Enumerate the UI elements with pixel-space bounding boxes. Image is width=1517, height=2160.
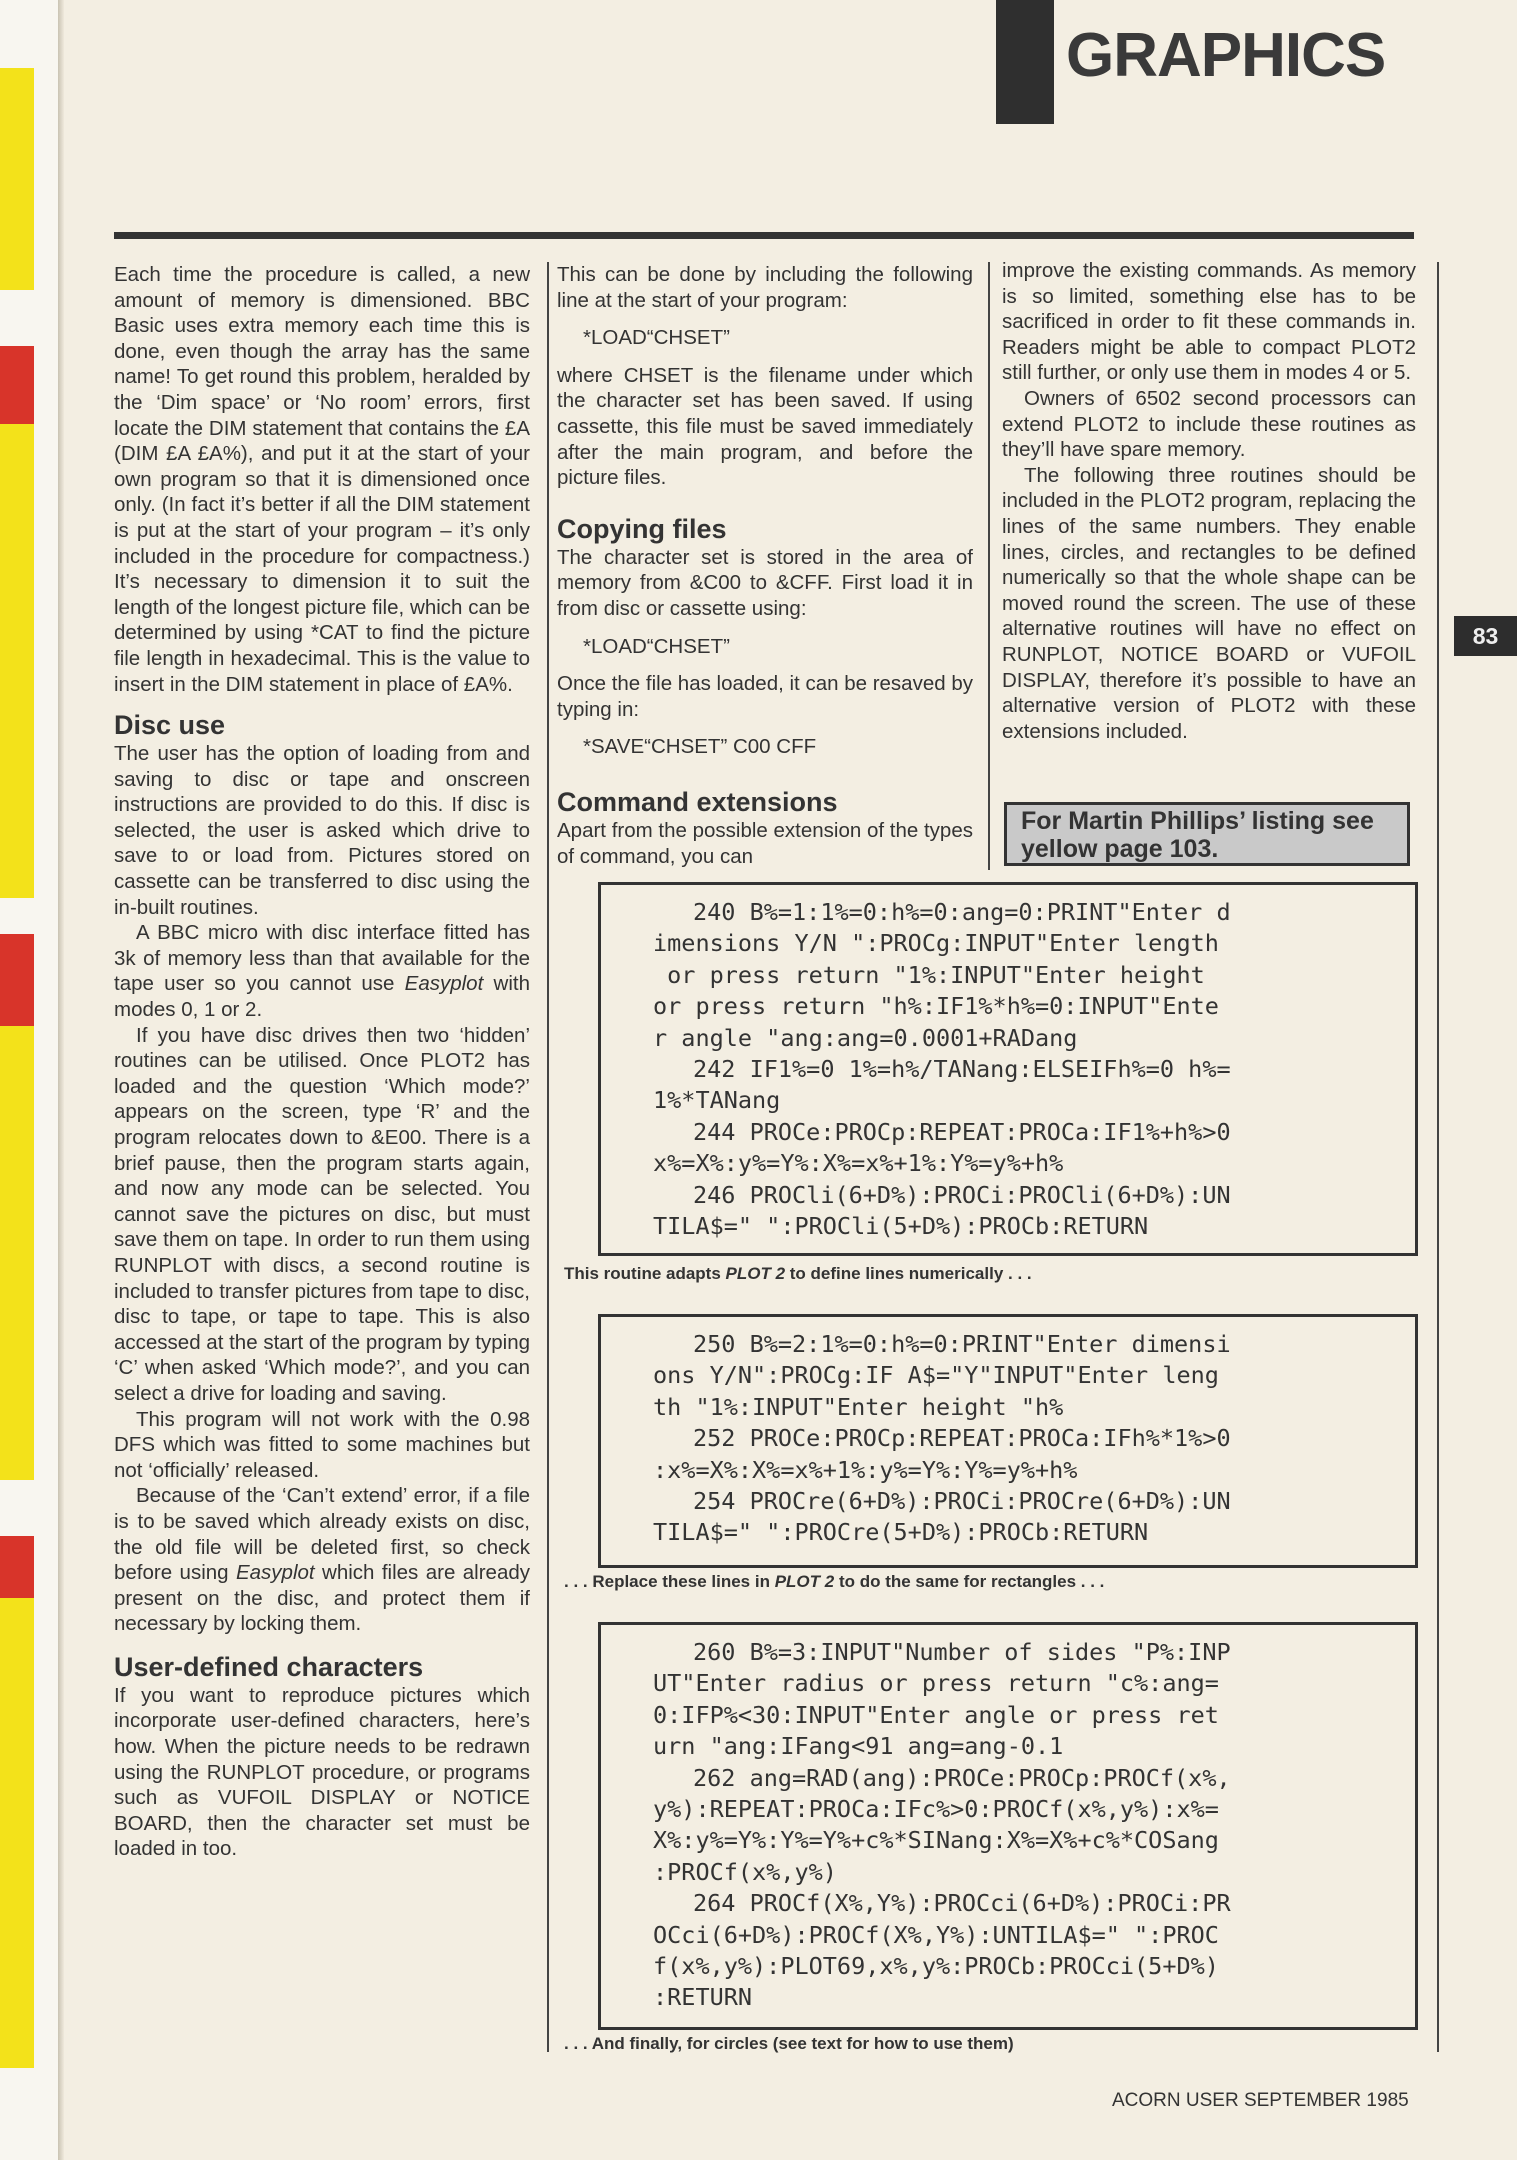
yellow-tab bbox=[0, 68, 34, 290]
code-line: 262 ang=RAD(ang):PROCe:PROCp:PROCf(x%, bbox=[693, 1763, 1231, 1792]
code-line: th "1%:INPUT"Enter height "h% bbox=[653, 1392, 1064, 1421]
paragraph: The user has the option of loading from and saving to disc or tape and onscreen instructions are provided to do this. If disc is selected, the user is asked which drive to save to or load from. Pictures stored on cassette can be transferred to disc using the in-built routines. bbox=[114, 742, 530, 919]
command-line: *LOAD“CHSET” bbox=[583, 634, 730, 658]
code-line: r angle "ang:ang=0.0001+RADang bbox=[653, 1023, 1078, 1052]
paragraph: Because of the ‘Can’t extend’ error, if a file is to be saved which already exists on disc, the old file will be deleted first, so check before using Easyplot which files are already present on the disc, and protect them if necessary by locking them. bbox=[114, 1484, 530, 1636]
paragraph: where CHSET is the filename under which the character set has been saved. If using cassette, this file must be saved immediately after the main program, and before the picture files. bbox=[557, 363, 973, 490]
paragraph: The character set is stored in the area of memory from &C00 to &CFF. First load it in from disc or cassette using: bbox=[557, 545, 973, 620]
code-line: 1%*TANang bbox=[653, 1086, 781, 1115]
column-divider bbox=[988, 262, 990, 870]
command-line: *SAVE“CHSET” C00 CFF bbox=[583, 735, 817, 759]
paragraph: improve the existing commands. As memory is so limited, something else has to be sacrificed in order to fit these commands in. Readers might be able to compact PLOT2 still further, or only use them in modes 4 or 5. bbox=[1002, 259, 1416, 385]
code-line: y%):REPEAT:PROCa:IFc%>0:PROCf(x%,y%):x%= bbox=[653, 1795, 1219, 1824]
column-2 bbox=[557, 262, 973, 869]
previous-page-edge bbox=[0, 0, 62, 2160]
paragraph: This can be done by including the following line at the start of your program: bbox=[557, 263, 973, 312]
header-bar bbox=[996, 0, 1054, 124]
page-spine-shadow bbox=[58, 0, 64, 2160]
section-title: GRAPHICS bbox=[1066, 21, 1386, 90]
code-line: 0:IFP%<30:INPUT"Enter angle or press ret bbox=[653, 1700, 1219, 1729]
paragraph: If you want to reproduce pictures which incorporate user-defined characters, here’s how. When the picture needs to be redrawn using the RUNPLOT procedure, or programs such as VUFOIL DISPLAY or NOTICE BOARD, then the character set must be loaded in too. bbox=[114, 1683, 530, 1861]
subheading-command-extensions: Command extensions bbox=[557, 786, 838, 817]
subheading-disc-use: Disc use bbox=[114, 710, 226, 741]
column-divider bbox=[547, 262, 549, 2052]
code-listing-rectangles bbox=[598, 1314, 1418, 1568]
code-line: 244 PROCe:PROCp:REPEAT:PROCa:IF1%+h%>0 bbox=[693, 1117, 1231, 1146]
code-line: 242 IF1%=0 1%=h%/TANang:ELSEIFh%=0 h%= bbox=[693, 1055, 1231, 1084]
code-line: urn "ang:IFang<91 ang=ang-0.1 bbox=[653, 1732, 1064, 1761]
page-footer: ACORN USER SEPTEMBER 1985 bbox=[1112, 2090, 1409, 2111]
code-line: 240 B%=1:1%=0:h%=0:ang=0:PRINT"Enter d bbox=[693, 898, 1231, 926]
yellow-tab bbox=[0, 1598, 34, 2068]
paragraph: Owners of 6502 second processors can extend PLOT2 to include these routines as they’ll have spare memory. bbox=[1002, 386, 1416, 462]
code-line: X%:y%=Y%:Y%=Y%+c%*SINang:X%=X%+c%*COSang bbox=[653, 1826, 1219, 1855]
yellow-tab bbox=[0, 1026, 34, 1480]
code-listing-lines bbox=[598, 882, 1418, 1256]
red-tab bbox=[0, 1536, 34, 1598]
code-line: 246 PROCli(6+D%):PROCi:PROCli(6+D%):UN bbox=[693, 1180, 1231, 1209]
command-line: *LOAD“CHSET” bbox=[583, 326, 730, 350]
code-listing-circles bbox=[598, 1622, 1418, 2030]
paragraph: Each time the procedure is called, a new amount of memory is dimensioned. BBC Basic uses extra memory each time this is done, even though the array has the same name! To get round this problem, heralded by the ‘Dim space’ or ‘No room’ errors, first locate the DIM statement that contains the £A (DIM £A £A%), and put it at the start of your own program so that it is dimensioned once only. (In fact it’s better if all the DIM statement is put at the start of your program – it’s only included in the procedure for compactness.) It’s necessary to dimension it to suit the length of the longest picture file, which can be determined by using *CAT to find the picture file length in hexadecimal. This is the value to insert in the DIM statement in place of £A%. bbox=[114, 263, 530, 696]
paragraph: Once the file has loaded, it can be resaved by typing in: bbox=[557, 672, 973, 721]
red-tab bbox=[0, 346, 34, 424]
code-line: :PROCf(x%,y%) bbox=[653, 1857, 837, 1886]
column-1 bbox=[114, 262, 530, 1862]
listing-caption: . . . Replace these lines in PLOT 2 to do the same for rectangles . . . bbox=[564, 1572, 1105, 1591]
paragraph: The following three routines should be included in the PLOT2 program, replacing the lines of the same numbers. They enable lines, circles, and rectangles to be defined numerically so that the whole shape can be moved round the screen. The use of these alternative routines will have no effect on RUNPLOT, NOTICE BOARD or VUFOIL DISPLAY, therefore it’s possible to have an alternative version of PLOT2 with these extensions included. bbox=[1002, 463, 1416, 743]
code-line: 250 B%=2:1%=0:h%=0:PRINT"Enter dimensi bbox=[693, 1330, 1231, 1358]
code-line: 254 PROCre(6+D%):PROCi:PROCre(6+D%):UN bbox=[693, 1487, 1231, 1516]
listing-caption: This routine adapts PLOT 2 to define lines numerically . . . bbox=[564, 1264, 1032, 1283]
paragraph: This program will not work with the 0.98 DFS which was fitted to some machines but not ‘officially’ released. bbox=[114, 1407, 530, 1482]
listing-callout-box: For Martin Phillips’ listing see yellow page 103. bbox=[1004, 802, 1410, 866]
code-line: :x%=X%:X%=x%+1%:y%=Y%:Y%=y%+h% bbox=[653, 1455, 1078, 1484]
yellow-tab bbox=[0, 424, 34, 898]
code-line: TILA$=" ":PROCre(5+D%):PROCb:RETURN bbox=[653, 1518, 1149, 1547]
code-line: UT"Enter radius or press return "c%:ang= bbox=[653, 1669, 1219, 1698]
subheading-user-defined-characters: User-defined characters bbox=[114, 1651, 424, 1682]
paragraph: Apart from the possible extension of the types of command, you can bbox=[557, 818, 973, 868]
code-line: TILA$=" ":PROCli(5+D%):PROCb:RETURN bbox=[653, 1212, 1149, 1241]
code-line: 252 PROCe:PROCp:REPEAT:PROCa:IFh%*1%>0 bbox=[693, 1424, 1231, 1453]
code-line: x%=X%:y%=Y%:X%=x%+1%:Y%=y%+h% bbox=[653, 1149, 1064, 1178]
code-line: ons Y/N":PROCg:IF A$="Y"INPUT"Enter leng bbox=[653, 1361, 1219, 1390]
code-line: or press return "h%:IF1%*h%=0:INPUT"Ente bbox=[653, 992, 1219, 1021]
code-line: 260 B%=3:INPUT"Number of sides "P%:INP bbox=[693, 1638, 1231, 1666]
column-divider bbox=[1437, 262, 1439, 2052]
header-rule bbox=[114, 232, 1414, 239]
code-line: f(x%,y%):PLOT69,x%,y%:PROCb:PROCci(5+D%) bbox=[653, 1952, 1219, 1981]
code-line: :RETURN bbox=[653, 1983, 753, 2012]
subheading-copying-files: Copying files bbox=[557, 513, 727, 544]
red-tab bbox=[0, 934, 34, 1026]
column-3 bbox=[1002, 258, 1416, 744]
code-line: imensions Y/N ":PROCg:INPUT"Enter length bbox=[653, 929, 1219, 958]
code-line: OCci(6+D%):PROCf(X%,Y%):UNTILA$=" ":PROC bbox=[653, 1920, 1219, 1949]
paragraph: If you have disc drives then two ‘hidden’ routines can be utilised. Once PLOT2 has loaded and the question ‘Which mode?’ appears on the screen, type ‘R’ and the program relocates down to &E00. There is a brief pause, then the program starts again, and now any mode can be selected. You cannot save the pictures on disc, but must save them on tape. In order to run them using RUNPLOT with discs, a second routine is included to transfer pictures from tape to disc, disc to tape, or tape to tape. This is also accessed at the start of the program by typing ‘C’ when asked ‘Which mode?’, and you can select a drive for loading and saving. bbox=[114, 1023, 530, 1405]
page-number: 83 bbox=[1454, 616, 1517, 656]
listing-caption: . . . And finally, for circles (see text for how to use them) bbox=[564, 2034, 1014, 2053]
code-line: or press return "1%:INPUT"Enter height bbox=[653, 960, 1205, 989]
paragraph: A BBC micro with disc interface fitted has 3k of memory less than that available for the tape user so you cannot use Easyplot with modes 0, 1 or 2. bbox=[114, 921, 530, 1022]
code-line: 264 PROCf(X%,Y%):PROCci(6+D%):PROCi:PR bbox=[693, 1889, 1231, 1918]
